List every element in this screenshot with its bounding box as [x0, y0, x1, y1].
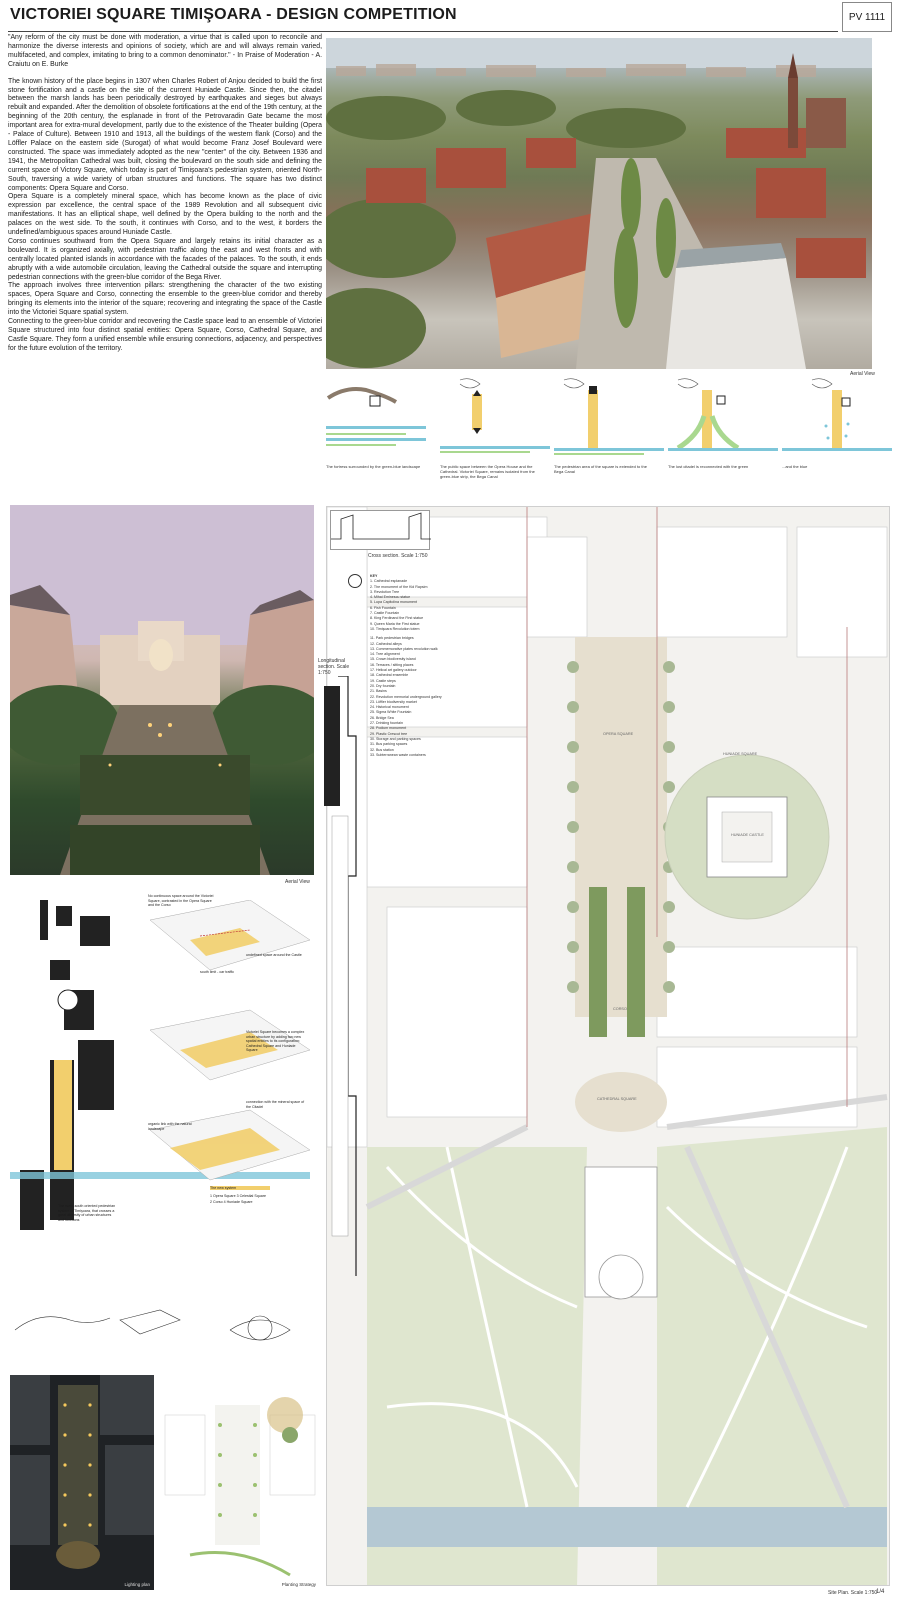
intro-approach: The approach involves three intervention pillars: strengthening the character of the two existing spaces, Opera Square and Corso, connecting the ensemble to the green-blue corridor and thereby bringing its elements into the interior of the square; recovering and integrating the space of the Castle into the Victoriei Square spatial system.: [8, 282, 322, 317]
diagram-5-caption: ...and the blue: [782, 464, 808, 469]
key-item: 13. Commemorative plates revolution walk: [370, 646, 438, 651]
axo-label-c5: 2 Corso 4 Huniade Square: [210, 1200, 253, 1204]
north-arrow-icon: [348, 574, 362, 588]
project-code-badge: PV 1111: [842, 2, 892, 32]
axo-label-side: The north-south oriented pedestrian system of Timişoara, that crosses a great diversity of urban structures and functions: [58, 1204, 116, 1222]
key-item: 10. Timişoara Revolution totem: [370, 626, 420, 631]
key-item: 7. Castle Fountain: [370, 611, 400, 616]
axo-label-a1: No continuous space around the Victoriei Square, contrasted in the Opera Square and the Corso: [148, 894, 214, 907]
key-item: 30. Storage and parking spaces: [370, 736, 421, 741]
key-item: 1. Cathedral esplanade: [370, 579, 408, 584]
key-item: 6. Fish Fountain: [370, 605, 396, 610]
key-item: 18. Cathedral ensemble: [370, 673, 409, 678]
key-item: 8. King Ferdinand the First statue: [370, 616, 424, 621]
page-number: 1/4: [876, 1589, 885, 1595]
key-item: 11. Park pedestrian bridges: [370, 636, 414, 641]
lighting-plan: [10, 1375, 154, 1590]
plan-label-cathedral: CATHEDRAL SQUARE: [597, 1097, 637, 1101]
page-title: VICTORIEI SQUARE TIMIŞOARA - DESIGN COMPETITION: [10, 6, 457, 23]
plan-key: [370, 574, 570, 758]
longitudinal-caption: Longitudinal section. Scale 1:750: [318, 658, 350, 676]
concept-sketches: [10, 1290, 310, 1360]
axo-label-c4: 1 Opera Square 3 Celestial Square: [210, 1194, 266, 1198]
key-item: 15. Crown biodiversity island: [370, 657, 416, 662]
intro-ensemble: Connecting to the green-blue corridor and recovering the Castle space lead to an ensemble of Victoriei Square structured into four distinct spatial entities: Opera Square, Corso, Cathedral Square, and Castle Square. They form a unified ensemble while ensuring connections, adjacency, and perspectives for the future evolution of the territory.: [8, 318, 322, 352]
aerial-view-evening-caption: Aerial View: [285, 879, 310, 885]
axo-label-a2: undefined space around the Castle: [246, 953, 302, 957]
key-item: 27. Drinking fountain: [370, 721, 403, 726]
axo-label-c1: connection with the mineral space of the Citadel: [246, 1100, 305, 1109]
intro-history: The known history of the place begins in 1307 when Charles Robert of Anjou decided to build the first stone fortification and a castle on the site of the current Huniade Castle. Since then, the citadel between the marsh lands has been periodically destroyed by earthquakes and sieges but always rebuilt and expanded. After the demolition of obsolete fortifications at the end of the 19th century, at the beginning of the 20th century, the esplanade in front of the Petrovaradin Gate became the most important area for extra-mural development, partly due to the existence of the Theater building (Opera - Palace of Culture). Between 1910 and 1913, all the buildings of the western flank (Corso) and the Löffler Palace on the eastern side (Surogat) of what would become Franz Josef Boulevard were constructed. The space was immediately adopted as the new "center" of the city. Between 1936 and 1941, the Metropolitan Cathedral was built, closing the boulevard on the south side and defining the current space of Victory Square, which today is part of Timişoara's pedestrian system, oriented North-South, traversing a wide variety of urban structures and functions. The square has two distinct components: Opera Square and Corso.: [8, 77, 322, 192]
key-item: 3. Revolution Tree: [370, 589, 400, 594]
diagram-2: [440, 376, 552, 486]
key-item: 19. Castle steps: [370, 678, 396, 683]
plan-label-castle-square: HUNIADE SQUARE: [723, 752, 758, 756]
aerial-view-caption: Aerial View: [850, 371, 875, 377]
diagram-1-caption: The fortress surrounded by the green-blue landscape: [326, 464, 421, 469]
intro-opera: Opera Square is a completely mineral space, which has become known as the place of civic expression par excellence, the central space of the 1989 Revolution and all subsequent civic manifestations. It has an elliptical shape, well defined by the Opera building to the north and the palaces on the west side. To the south, it continues with Corso, and to the west, it borders the undefined/ambiguous spaces around Huniade Castle.: [8, 193, 322, 237]
diagram-3-caption: The pedestrian area of the square is extended to the Bega Canal: [554, 464, 647, 474]
key-item: 24. Historical monument: [370, 705, 409, 710]
lighting-caption: Lighting plan: [124, 1582, 150, 1587]
key-list: [370, 579, 570, 758]
diagram-2-caption: The public space between the Opera House and the Cathedral. Victoriei Square, remains isolated from the green-blue strip, the Bega Canal: [440, 464, 535, 479]
system-diagrams: [10, 894, 310, 1230]
diagram-4-caption: The lost citadel is reconnected with the green: [668, 464, 749, 469]
cross-section-caption: Cross section. Scale 1:750: [368, 553, 428, 559]
planting-strategy: [160, 1375, 320, 1590]
key-item: 32. Bus station: [370, 747, 394, 752]
key-item: 21. Basins: [370, 689, 387, 694]
key-item: 26. Bridge Sea: [370, 715, 394, 720]
axo-label-a3: south limit - car traffic: [200, 970, 235, 974]
key-item: 16. Terraces / sitting places: [370, 662, 414, 667]
key-item: 25. Sigma White Fountain: [370, 710, 412, 715]
aerial-view-evening-image: [10, 505, 314, 875]
key-item: 2. The monument of the Kid Rapsim: [370, 584, 428, 589]
diagram-4: [668, 376, 780, 486]
key-item: 14. Tree alignment: [370, 652, 400, 657]
key-item: 5. Lupa Capitolina monument: [370, 600, 417, 605]
intro-quote: "Any reform of the city must be done with moderation, a virtue that is called upon to reconcile and harmonize the diverse interests and opinions of society, which are and will always remain varied, multifaceted, and complex, imitating to bring to a common denominator." - In Praise of Moderation - A. Craiutu on E. Burke: [8, 34, 322, 68]
key-item: 12. Cathedral alleys: [370, 641, 402, 646]
axo-label-c3: The new system: [210, 1186, 270, 1190]
concept-diagrams: [326, 376, 872, 486]
axo-label-b1: Victoriei Square becomes a complex urban structure by adding two new spatial entities to its configuration: Cathedral Square and Huniade Square: [246, 1030, 305, 1052]
key-item: 17. Helical art gallery outdoor: [370, 668, 417, 673]
intro-corso: Corso continues southward from the Opera Square and largely retains its initial character as a boulevard. It is organized axially, with pedestrian traffic along the east and west fronts and with centrally located planted islands in accordance with the facades of the palaces. To the south, it ends abruptly with a wide automobile circulation, leaving the Cathedral outside the square and interrupting pedestrian connections with the green-blue corridor of the Bega River.: [8, 237, 322, 281]
key-item: 4. Mihai Eminescu statue: [370, 595, 411, 600]
key-item: 23. Löffler biodiversity market: [370, 699, 417, 704]
plan-label-corso: CORSO: [613, 1007, 627, 1011]
key-item: 29. Plastic Crescut tree: [370, 731, 408, 736]
cross-section: [330, 510, 430, 550]
key-item: 22. Revolution memorial underground gallery: [370, 694, 442, 699]
key-item: 9. Queen Maria the First statue: [370, 621, 420, 626]
key-item: 31. Bus parking spaces: [370, 742, 408, 747]
key-item: 28. Podium monument: [370, 726, 407, 731]
aerial-view-image: [326, 38, 872, 369]
diagram-1: [326, 376, 438, 486]
header-rule: [8, 31, 838, 32]
longitudinal-section: [318, 676, 362, 1296]
diagram-5: [782, 376, 894, 486]
intro-text: [8, 34, 322, 362]
planting-caption: Planting Strategy: [281, 1582, 316, 1587]
diagram-3: [554, 376, 666, 486]
plan-label-opera: OPERA SQUARE: [603, 732, 634, 736]
plan-label-castle: HUNIADE CASTLE: [731, 833, 764, 837]
site-plan-caption: Site Plan. Scale 1:750: [828, 1590, 878, 1596]
key-title: KEY: [370, 574, 378, 578]
key-item: 20. Dry fountain: [370, 683, 396, 688]
axo-label-c2: organic link with the natural landscape: [148, 1122, 192, 1131]
key-item: 33. Subterranean waste containers: [370, 752, 426, 757]
